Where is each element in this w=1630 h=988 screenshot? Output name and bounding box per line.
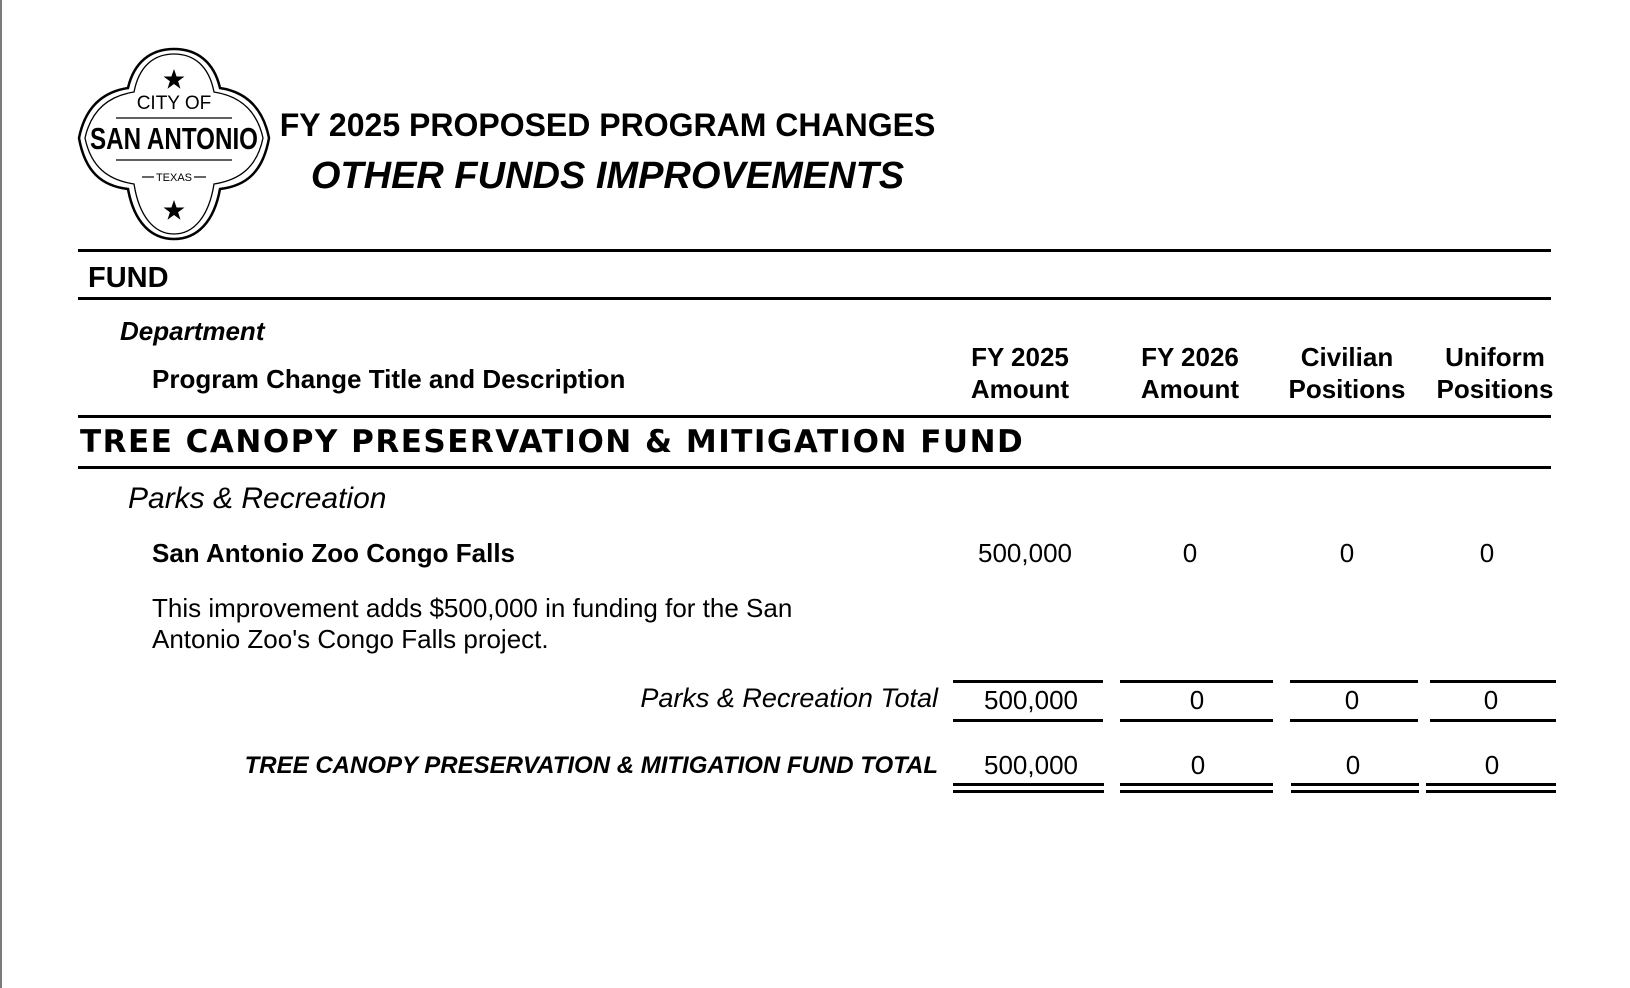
page-subtitle: OTHER FUNDS IMPROVEMENTS (310, 155, 905, 197)
department-legend-label: Department (120, 316, 265, 346)
svg-text:SAN ANTONIO: SAN ANTONIO (90, 121, 258, 156)
header-bottom-rule (78, 415, 1551, 418)
dept-total-bottom-line (1290, 719, 1418, 722)
fund-total-double-line (1120, 790, 1273, 793)
column-header-fy2026: FY 2026 Amount (1140, 342, 1240, 404)
program-description: This improvement adds $500,000 in funding for the San Antonio Zoo's Congo Falls project. (152, 593, 793, 654)
fund-rule (78, 466, 1551, 469)
fund-total-uniform: 0 (1484, 750, 1500, 780)
department-total-label: Parks & Recreation Total (640, 683, 938, 713)
program-fy2025-amount: 500,000 (978, 538, 1072, 568)
svg-text:CITY OF: CITY OF (136, 93, 212, 114)
program-uniform-positions: 0 (1479, 538, 1495, 568)
fund-total-label: TREE CANOPY PRESERVATION & MITIGATION FUND TOTAL (244, 752, 938, 779)
dept-total-top-line (1120, 680, 1273, 683)
fund-total-civilian: 0 (1345, 750, 1361, 780)
dept-total-top-line (1430, 680, 1556, 683)
dept-total-bottom-line (1120, 719, 1273, 722)
program-civilian-positions: 0 (1339, 538, 1355, 568)
column-header-uniform: Uniform Positions (1436, 342, 1554, 404)
dept-total-top-line (1290, 680, 1418, 683)
program-fy2026-amount: 0 (1182, 538, 1198, 568)
program-title: San Antonio Zoo Congo Falls (152, 538, 515, 568)
dept-total-bottom-line (1430, 719, 1556, 722)
department-name: Parks & Recreation (128, 482, 387, 515)
dept-total-fy2026: 0 (1189, 685, 1205, 715)
fund-total-double-line (1120, 783, 1273, 786)
fund-total-double-line (953, 783, 1104, 786)
column-header-fy2025: FY 2025 Amount (970, 342, 1070, 404)
fund-total-fy2025: 500,000 (984, 750, 1078, 780)
page-edge (0, 0, 2, 988)
fund-total-double-line (1291, 790, 1419, 793)
page-title: FY 2025 PROPOSED PROGRAM CHANGES (279, 107, 936, 143)
dept-total-bottom-line (953, 719, 1103, 722)
city-seal-logo (76, 46, 272, 242)
fund-total-double-line (1291, 783, 1419, 786)
fund-total-double-line (953, 790, 1104, 793)
dept-total-civilian: 0 (1344, 685, 1360, 715)
header-top-rule (78, 249, 1551, 252)
fund-total-double-line (1426, 783, 1556, 786)
dept-total-top-line (953, 680, 1103, 683)
program-legend-label: Program Change Title and Description (152, 364, 626, 394)
fund-name: TREE CANOPY PRESERVATION & MITIGATION FUND (80, 424, 1025, 460)
svg-text:TEXAS: TEXAS (155, 172, 193, 184)
dept-total-fy2025: 500,000 (984, 685, 1078, 715)
fund-legend-label: FUND (88, 262, 169, 294)
fund-total-double-line (1426, 790, 1556, 793)
header-fund-rule (78, 297, 1551, 300)
fund-total-fy2026: 0 (1190, 750, 1206, 780)
column-header-civilian: Civilian Positions (1288, 342, 1406, 404)
dept-total-uniform: 0 (1483, 685, 1499, 715)
